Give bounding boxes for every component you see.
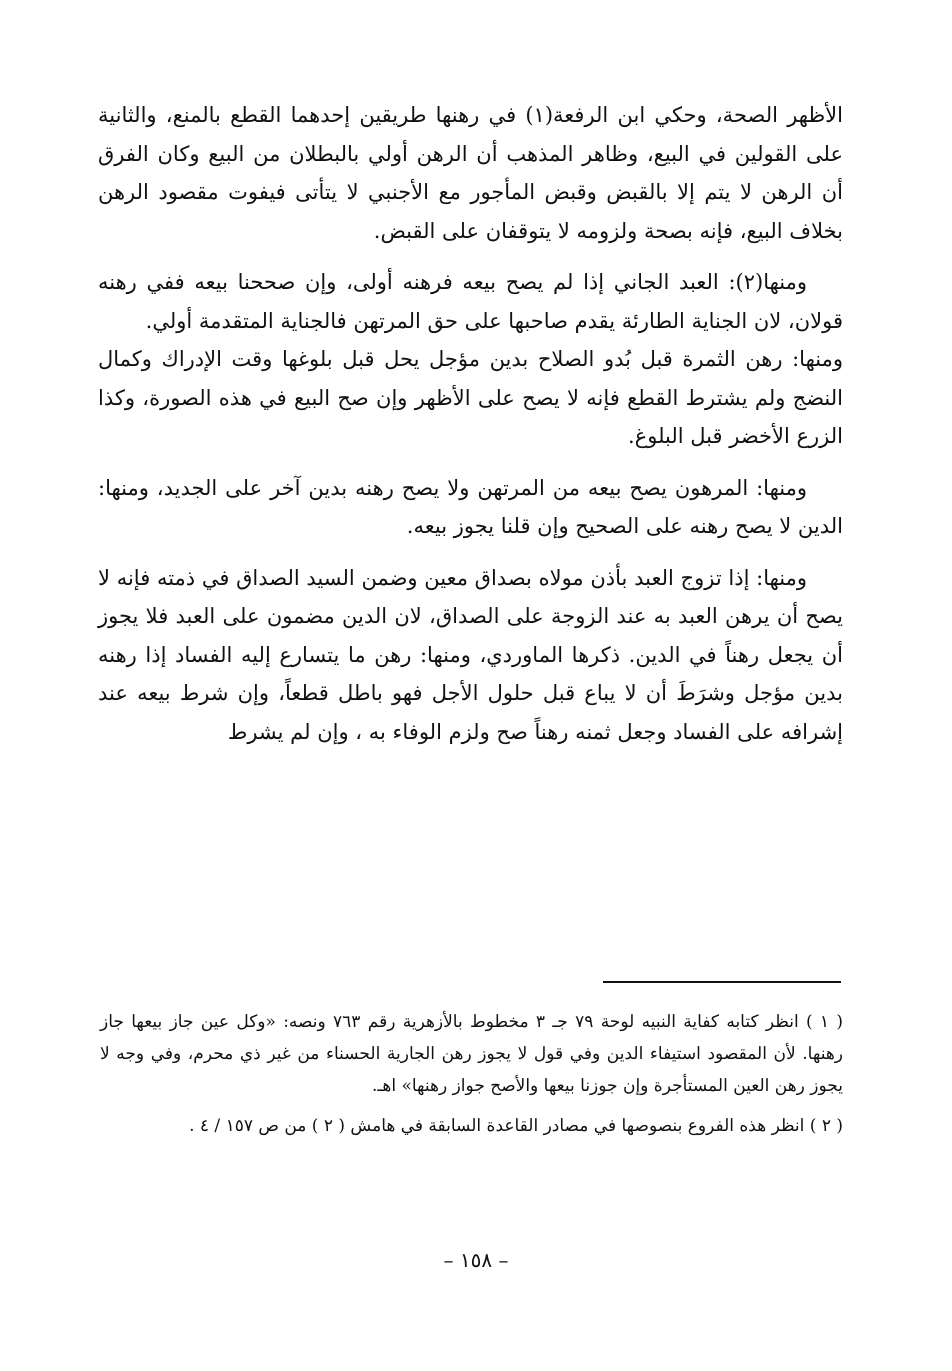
page-number: – ١٥٨ – — [443, 1248, 509, 1272]
paragraph: ومنها(٢): العبد الجاني إذا لم يصح بيعه فرهنه أولى، وإن صححنا بيعه ففي رهنه قولان، لان الجناية الطارئة يقدم صاحبها على حق المرتهن فالجناية المتقدمة أولي. — [98, 270, 843, 333]
paragraph: ومنها: المرهون يصح بيعه من المرتهن ولا يصح رهنه بدين آخر على الجديد، ومنها: الدين لا يصح رهنه على الصحيح وإن قلنا يجوز بيعه. — [98, 475, 843, 538]
footnote-divider — [603, 981, 841, 983]
main-text — [98, 96, 843, 764]
paragraph: ومنها: إذا تزوج العبد بأذن مولاه بصداق معين وضمن السيد الصداق في ذمته فإنه لا يصح أن يرهن العبد به عند الزوجة على الصداق، لان الدين مضمون على العبد فلا يجوز أن يجعل رهناً في الدين. ذكرها الماوردي، ومنها: رهن ما يتسارع إليه الفساد إذا رهنه بدين مؤجل وشرَطَ أن لا يباع قبل حلول الأجل فهو باطل قطعاً، وإن شرط بيعه عند إشرافه على الفساد وجعل ثمنه رهناً صح ولزم الوفاء به ، وإن لم يشرط — [98, 565, 843, 744]
paragraph: الأظهر الصحة، وحكي ابن الرفعة(١) في رهنها طريقين إحدهما القطع بالمنع، والثانية على القولين في البيع، وظاهر المذهب أن الرهن أولي بالبطلان من البيع وكان الفرق أن الرهن لا يتم إلا بالقبض وقبض المأجور مع الأجنبي لا يتأتى فيفوت مقصود الرهن بخلاف البيع، فإنه بصحة ولزومه لا يتوقفان على القبض. — [98, 103, 843, 243]
paragraph: ومنها: رهن الثمرة قبل بُدو الصلاح بدين مؤجل يحل قبل بلوغها وقت الإدراك وكمال النضج ولم يشترط القطع فإنه لا يصح على الأظهر وإن صح البيع في هذه الصورة، وكذا الزرع الأخضر قبل البلوغ. — [98, 347, 843, 448]
footnote: ( ١ ) انظر كتابه كفاية النبيه لوحة ٧٩ جـ ٣ مخطوط بالأزهرية رقم ٧٦٣ ونصه: «وكل عين جاز بيعها جاز رهنها. لأن المقصود استيفاء الدين وفي قول لا يجوز رهن الجارية الحسناء من غير ذي محرم، وفي وجه لا يجوز رهن العين المستأجرة وإن جوزنا بيعها والأصح جواز رهنها» اهـ. — [100, 1012, 844, 1096]
footnotes — [100, 1006, 843, 1150]
footnote: ( ٢ ) انظر هذه الفروع بنصوصها في مصادر القاعدة السابقة في هامش ( ٢ ) من ص ١٥٧ / ٤ . — [189, 1116, 843, 1136]
